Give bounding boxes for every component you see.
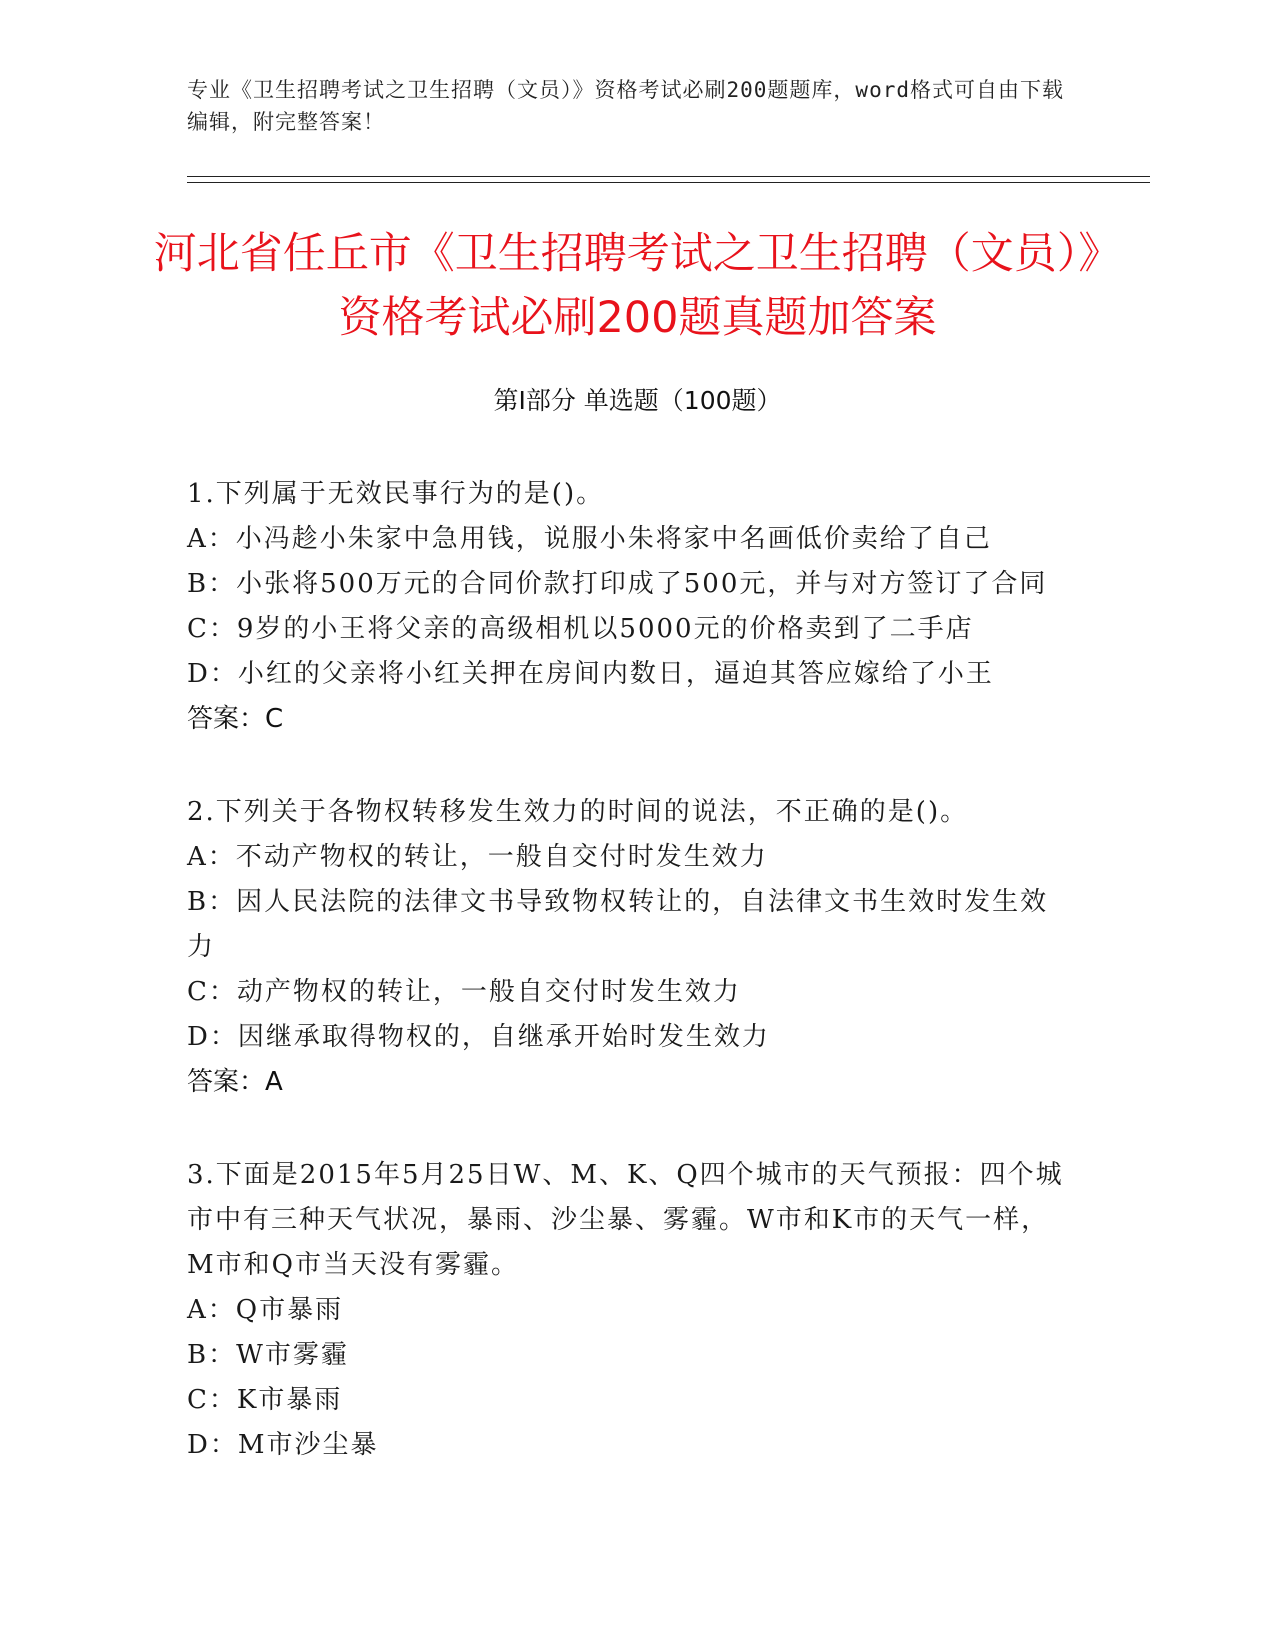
header-divider-top [187, 176, 1150, 177]
option-d: D：小红的父亲将小红关押在房间内数日，逼迫其答应嫁给了小王 [187, 659, 994, 689]
question-list [187, 472, 1067, 1516]
option-b: B：小张将500万元的合同价款打印成了500元，并与对方签订了合同 [187, 569, 1048, 599]
question-1 [187, 472, 1067, 742]
header-divider-bottom [187, 182, 1150, 183]
option-b: B：因人民法院的法律文书导致物权转让的，自法律文书生效时发生效力 [187, 887, 1049, 962]
option-b: B：W市雾霾 [187, 1340, 349, 1370]
option-c: C：9岁的小王将父亲的高级相机以5000元的价格卖到了二手店 [187, 614, 974, 644]
answer-label: 答案： [187, 704, 266, 734]
document-title: 河北省任丘市《卫生招聘考试之卫生招聘（文员）》资格考试必刷200题真题加答案 [153, 229, 1122, 343]
option-d: D：因继承取得物权的，自继承开始时发生效力 [187, 1022, 770, 1052]
option-a: A：小冯趁小朱家中急用钱，说服小朱将家中名画低价卖给了自己 [187, 524, 992, 554]
answer-label: 答案： [187, 1067, 266, 1097]
question-stem: 1.下列属于无效民事行为的是()。 [187, 479, 605, 509]
question-stem: 2.下列关于各物权转移发生效力的时间的说法，不正确的是()。 [187, 797, 969, 827]
answer-value: C [265, 704, 284, 734]
option-c: C：K市暴雨 [187, 1385, 343, 1415]
answer [187, 697, 1067, 742]
option-a: A：不动产物权的转让，一般自交付时发生效力 [187, 842, 768, 872]
section-title: 第Ⅰ部分 单选题（100题） [493, 386, 782, 415]
option-c: C：动产物权的转让，一般自交付时发生效力 [187, 977, 741, 1007]
question-3 [187, 1153, 1067, 1468]
option-a: A：Q市暴雨 [187, 1295, 344, 1325]
answer-value: A [265, 1067, 283, 1097]
question-stem: 3.下面是2015年5月25日W、M、K、Q四个城市的天气预报：四个城市中有三种天气状况，暴雨、沙尘暴、雾霾。W市和K市的天气一样，M市和Q市当天没有雾霾。 [187, 1160, 1064, 1280]
answer [187, 1060, 1067, 1105]
header-note: 专业《卫生招聘考试之卫生招聘（文员）》资格考试必刷200题题库，word格式可自由下载编辑，附完整答案！ [187, 78, 1064, 134]
option-d: D：M市沙尘暴 [187, 1430, 379, 1460]
question-2 [187, 790, 1067, 1105]
